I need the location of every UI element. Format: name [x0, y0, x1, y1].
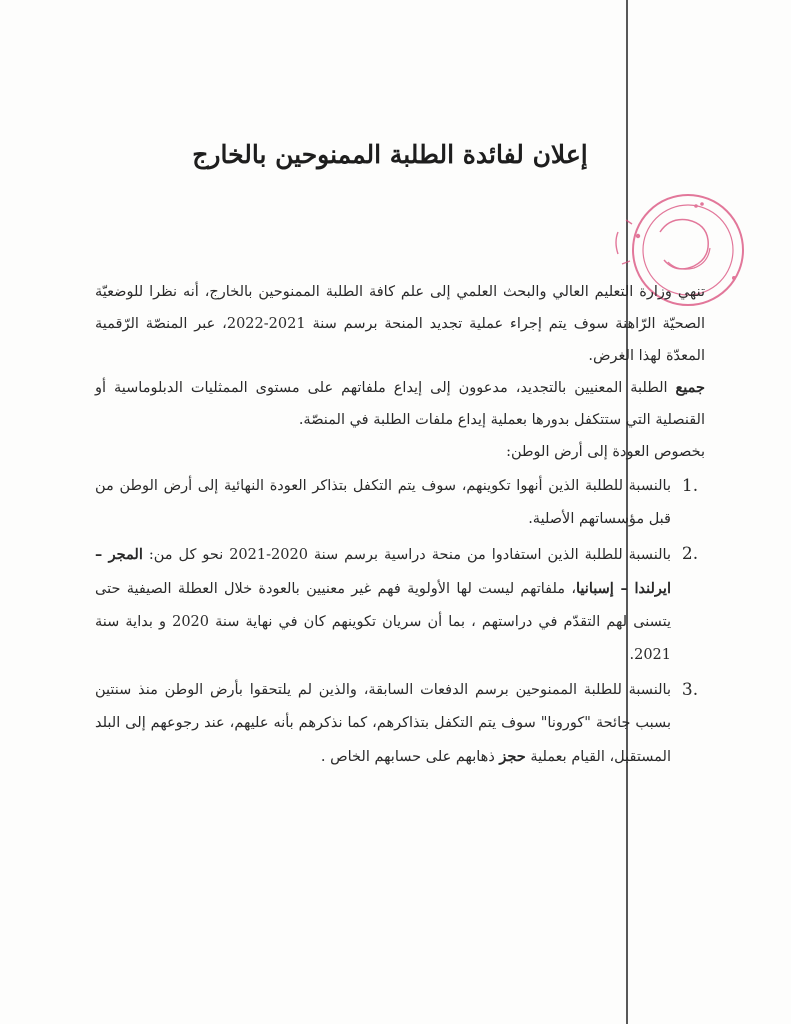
intro-paragraph: تنهي وزارة التعليم العالي والبحث العلمي إلى علم كافة الطلبة الممنوحين بالخارج، أنه نظرا للوضعيّة الصحيّة الرّاهنة سوف يتم إجراء عملية تجديد المنحة برسم سنة 2021-2022، عبر المنصّة الرّقمية المعدّة لهذا الغرض.: [95, 284, 706, 364]
bold-word: حجز: [499, 748, 526, 765]
list-item-text-after: ذهابهم على حسابهم الخاص .: [320, 749, 500, 765]
page-title: إعلان لفائدة الطلبة الممنوحين بالخارج: [192, 140, 588, 169]
renewal-paragraph: [95, 372, 705, 436]
document-body: [95, 276, 705, 776]
list-number: 1.: [681, 476, 699, 496]
return-heading: بخصوص العودة إلى أرض الوطن:: [506, 444, 705, 460]
list-number: 3.: [681, 680, 699, 700]
list-item-3: [95, 674, 705, 774]
renewal-bold-lead: جميع: [675, 379, 705, 396]
list-item-text-before: بالنسبة للطلبة الممنوحين برسم الدفعات السابقة، والذين لم يلتحقوا بأرض الوطن منذ سنتين بسبب جائحة "كورونا" سوف يتم التكفل بتذاكرهم، كما نذكرهم بأنه عليهم، عند رجوعهم إلى البلد المستقبل، القيام بعملية: [95, 682, 671, 765]
return-list: [95, 470, 705, 774]
bold-countries: المجر – ايرلندا – إسبانيا: [95, 546, 671, 597]
list-item-1: [95, 470, 705, 536]
list-item-2: [95, 538, 705, 672]
renewal-text: الطلبة المعنيين بالتجديد، مدعوون إلى إيداع ملفاتهم على مستوى الممثليات الدبلوماسية أو القنصلية التي ستتكفل بدورها بعملية إيداع ملفات الطلبة في المنصّة.: [95, 380, 705, 428]
list-number: 2.: [681, 544, 699, 564]
list-item-text-before: بالنسبة للطلبة الذين استفادوا من منحة دراسية برسم سنة 2020-2021 نحو كل من:: [142, 547, 671, 563]
list-item-text-after: ، ملفاتهم ليست لها الأولوية فهم غير معنيين بالعودة خلال العطلة الصيفية حتى يتسنى لهم التقدّم في دراستهم ، بما أن سريان تكوينهم كان في نهاية سنة 2020 و بداية سنة 2021.: [95, 581, 671, 663]
list-item-text: بالنسبة للطلبة الذين أنهوا تكوينهم، سوف يتم التكفل بتذاكر العودة النهائية إلى أرض الوطن من قبل مؤسساتهم الأصلية.: [95, 478, 671, 527]
